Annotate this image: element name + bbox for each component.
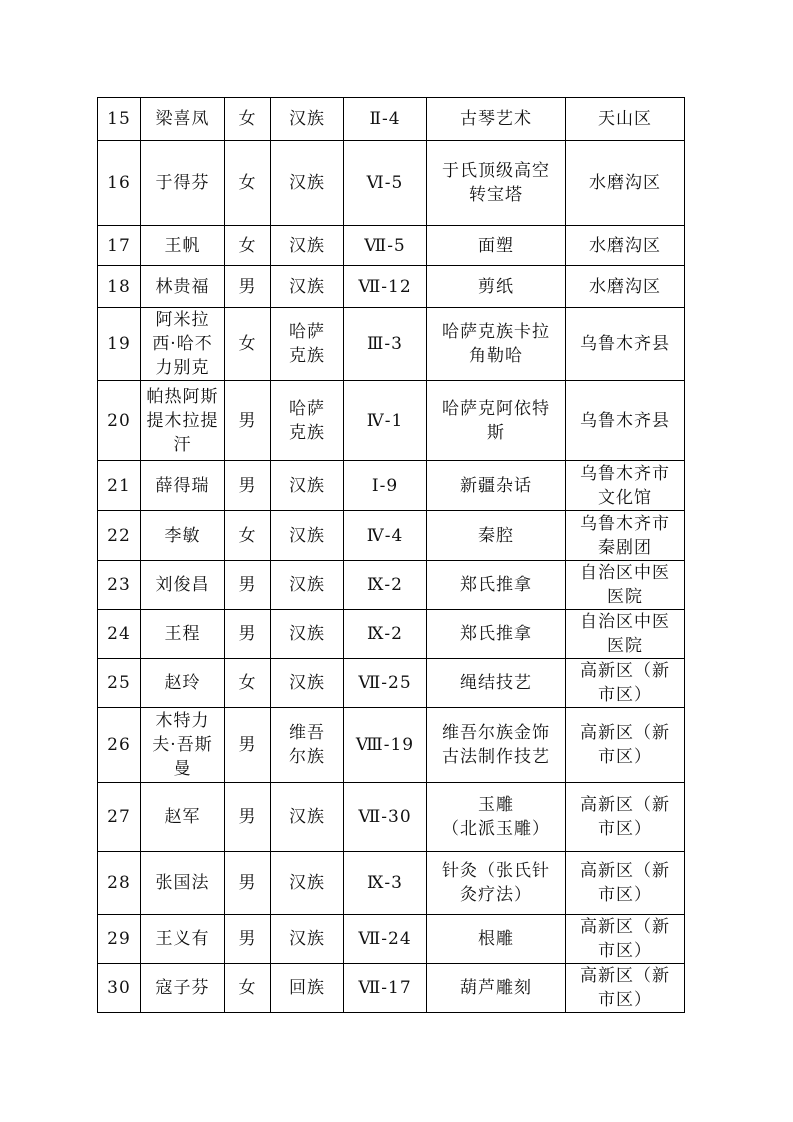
- ethnicity-cell: 汉族: [271, 783, 344, 852]
- row-number-cell: 29: [98, 915, 141, 964]
- table-row: [98, 964, 685, 1013]
- inheritor-name-cell: 张国法: [141, 852, 225, 915]
- inheritor-name-cell: 寇子芬: [141, 964, 225, 1013]
- table-row: [98, 852, 685, 915]
- inheritor-name-cell: 赵玲: [141, 659, 225, 708]
- table-row: [98, 610, 685, 659]
- table-row: [98, 381, 685, 461]
- region-cell: 高新区（新 市区）: [566, 783, 685, 852]
- project-code-cell: Ⅸ-2: [344, 561, 427, 610]
- gender-cell: 女: [225, 964, 271, 1013]
- table-row: [98, 659, 685, 708]
- project-name-cell: 古琴艺术: [427, 98, 566, 141]
- region-cell: 水磨沟区: [566, 226, 685, 266]
- project-name-cell: 新疆杂话: [427, 461, 566, 511]
- ethnicity-cell: 汉族: [271, 98, 344, 141]
- region-cell: 乌鲁木齐市 文化馆: [566, 461, 685, 511]
- region-cell: 乌鲁木齐县: [566, 308, 685, 381]
- region-cell: 高新区（新 市区）: [566, 964, 685, 1013]
- inheritor-name-cell: 薛得瑞: [141, 461, 225, 511]
- inheritor-name-cell: 于得芬: [141, 141, 225, 226]
- project-code-cell: Ⅰ-9: [344, 461, 427, 511]
- project-name-cell: 郑氏推拿: [427, 610, 566, 659]
- region-cell: 天山区: [566, 98, 685, 141]
- project-name-cell: 秦腔: [427, 511, 566, 561]
- project-name-cell: 根雕: [427, 915, 566, 964]
- gender-cell: 男: [225, 783, 271, 852]
- row-number-cell: 17: [98, 226, 141, 266]
- project-code-cell: Ⅷ-19: [344, 708, 427, 783]
- inheritor-name-cell: 林贵福: [141, 266, 225, 308]
- row-number-cell: 21: [98, 461, 141, 511]
- gender-cell: 女: [225, 226, 271, 266]
- region-cell: 高新区（新 市区）: [566, 852, 685, 915]
- inheritor-name-cell: 李敏: [141, 511, 225, 561]
- gender-cell: 男: [225, 561, 271, 610]
- project-name-cell: 维吾尔族金饰 古法制作技艺: [427, 708, 566, 783]
- project-name-cell: 绳结技艺: [427, 659, 566, 708]
- region-cell: 高新区（新 市区）: [566, 708, 685, 783]
- inheritor-table: [97, 97, 685, 1013]
- gender-cell: 男: [225, 708, 271, 783]
- region-cell: 水磨沟区: [566, 266, 685, 308]
- row-number-cell: 19: [98, 308, 141, 381]
- inheritor-name-cell: 梁喜凤: [141, 98, 225, 141]
- project-name-cell: 葫芦雕刻: [427, 964, 566, 1013]
- table-body: [98, 98, 685, 1013]
- table-row: [98, 783, 685, 852]
- project-code-cell: Ⅶ-12: [344, 266, 427, 308]
- project-code-cell: Ⅶ-25: [344, 659, 427, 708]
- project-code-cell: Ⅳ-4: [344, 511, 427, 561]
- inheritor-name-cell: 木特力 夫·吾斯 曼: [141, 708, 225, 783]
- project-name-cell: 剪纸: [427, 266, 566, 308]
- table-row: [98, 461, 685, 511]
- ethnicity-cell: 汉族: [271, 915, 344, 964]
- project-name-cell: 针灸（张氏针 灸疗法）: [427, 852, 566, 915]
- ethnicity-cell: 汉族: [271, 659, 344, 708]
- inheritor-name-cell: 帕热阿斯 提木拉提 汗: [141, 381, 225, 461]
- gender-cell: 男: [225, 610, 271, 659]
- project-name-cell: 于氏顶级高空 转宝塔: [427, 141, 566, 226]
- row-number-cell: 26: [98, 708, 141, 783]
- gender-cell: 男: [225, 461, 271, 511]
- ethnicity-cell: 哈萨 克族: [271, 381, 344, 461]
- inheritor-name-cell: 阿米拉 西·哈不 力别克: [141, 308, 225, 381]
- table-row: [98, 708, 685, 783]
- row-number-cell: 25: [98, 659, 141, 708]
- region-cell: 高新区（新 市区）: [566, 659, 685, 708]
- gender-cell: 女: [225, 511, 271, 561]
- row-number-cell: 15: [98, 98, 141, 141]
- ethnicity-cell: 汉族: [271, 266, 344, 308]
- gender-cell: 女: [225, 308, 271, 381]
- table-row: [98, 266, 685, 308]
- table-row: [98, 561, 685, 610]
- row-number-cell: 27: [98, 783, 141, 852]
- ethnicity-cell: 汉族: [271, 141, 344, 226]
- project-code-cell: Ⅵ-5: [344, 141, 427, 226]
- region-cell: 自治区中医 医院: [566, 561, 685, 610]
- inheritor-name-cell: 王义有: [141, 915, 225, 964]
- row-number-cell: 30: [98, 964, 141, 1013]
- row-number-cell: 24: [98, 610, 141, 659]
- table-row: [98, 226, 685, 266]
- row-number-cell: 28: [98, 852, 141, 915]
- project-name-cell: 哈萨克阿依特 斯: [427, 381, 566, 461]
- table-row: [98, 98, 685, 141]
- row-number-cell: 16: [98, 141, 141, 226]
- region-cell: 高新区（新 市区）: [566, 915, 685, 964]
- ethnicity-cell: 哈萨 克族: [271, 308, 344, 381]
- inheritor-name-cell: 赵军: [141, 783, 225, 852]
- gender-cell: 男: [225, 381, 271, 461]
- table-row: [98, 511, 685, 561]
- row-number-cell: 20: [98, 381, 141, 461]
- project-code-cell: Ⅶ-24: [344, 915, 427, 964]
- project-code-cell: Ⅳ-1: [344, 381, 427, 461]
- project-code-cell: Ⅶ-5: [344, 226, 427, 266]
- project-code-cell: Ⅶ-17: [344, 964, 427, 1013]
- ethnicity-cell: 维吾 尔族: [271, 708, 344, 783]
- table-row: [98, 915, 685, 964]
- project-code-cell: Ⅲ-3: [344, 308, 427, 381]
- ethnicity-cell: 汉族: [271, 852, 344, 915]
- row-number-cell: 18: [98, 266, 141, 308]
- gender-cell: 男: [225, 852, 271, 915]
- ethnicity-cell: 汉族: [271, 511, 344, 561]
- ethnicity-cell: 汉族: [271, 561, 344, 610]
- ethnicity-cell: 汉族: [271, 461, 344, 511]
- project-name-cell: 面塑: [427, 226, 566, 266]
- project-name-cell: 玉雕 （北派玉雕）: [427, 783, 566, 852]
- ethnicity-cell: 汉族: [271, 226, 344, 266]
- table-row: [98, 141, 685, 226]
- ethnicity-cell: 汉族: [271, 610, 344, 659]
- gender-cell: 男: [225, 915, 271, 964]
- row-number-cell: 23: [98, 561, 141, 610]
- gender-cell: 女: [225, 98, 271, 141]
- inheritor-name-cell: 刘俊昌: [141, 561, 225, 610]
- region-cell: 乌鲁木齐县: [566, 381, 685, 461]
- project-name-cell: 哈萨克族卡拉 角勒哈: [427, 308, 566, 381]
- inheritor-name-cell: 王程: [141, 610, 225, 659]
- region-cell: 乌鲁木齐市 秦剧团: [566, 511, 685, 561]
- project-name-cell: 郑氏推拿: [427, 561, 566, 610]
- gender-cell: 女: [225, 141, 271, 226]
- project-code-cell: Ⅶ-30: [344, 783, 427, 852]
- ethnicity-cell: 回族: [271, 964, 344, 1013]
- gender-cell: 男: [225, 266, 271, 308]
- region-cell: 水磨沟区: [566, 141, 685, 226]
- region-cell: 自治区中医 医院: [566, 610, 685, 659]
- project-code-cell: Ⅱ-4: [344, 98, 427, 141]
- project-code-cell: Ⅸ-3: [344, 852, 427, 915]
- project-code-cell: Ⅸ-2: [344, 610, 427, 659]
- table-row: [98, 308, 685, 381]
- gender-cell: 女: [225, 659, 271, 708]
- row-number-cell: 22: [98, 511, 141, 561]
- inheritor-name-cell: 王帆: [141, 226, 225, 266]
